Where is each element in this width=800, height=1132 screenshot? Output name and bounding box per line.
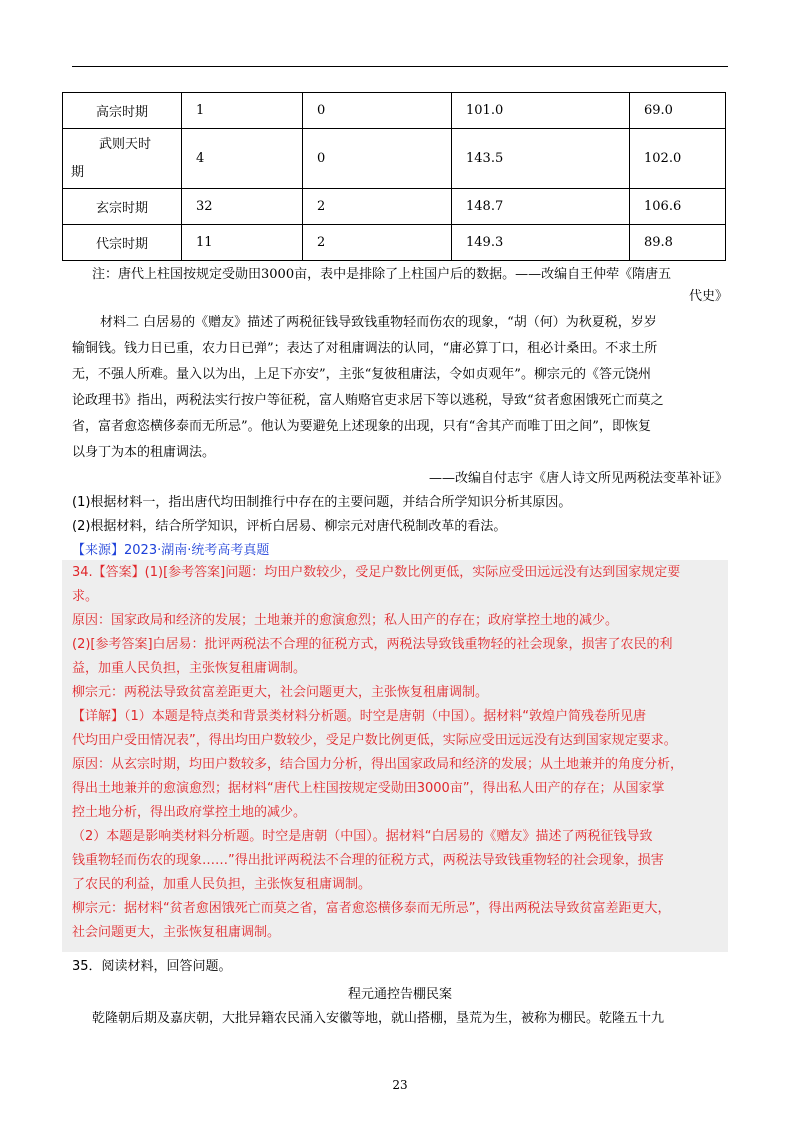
answer-line: (2)[参考答案]白居易：批评两税法不合理的征税方式，两税法导致钱重物轻的社会现象，损害了农民的利	[72, 637, 673, 652]
answer-line: 【详解】（1）本题是特点类和背景类材料分析题。时空是唐朝（中国）。据材料“敦煌户简残卷所见唐	[72, 709, 647, 724]
table-cell-line: 武则天时	[99, 136, 152, 152]
table-row	[63, 93, 726, 129]
page-number: 23	[392, 1078, 408, 1092]
table-row	[63, 129, 726, 189]
table-cell	[63, 129, 182, 189]
material-paragraph-line: 以身丁为本的租庸调法。	[72, 445, 216, 460]
table-cell: 69.0	[630, 93, 726, 129]
table-cell: 102.0	[630, 129, 726, 189]
table-cell: 149.3	[452, 225, 630, 261]
table-note: 注：唐代上柱国按规定受勋田3000亩，表中是排除了上柱国户后的数据。——改编自王仲荦《隋唐五	[92, 267, 672, 282]
material-paragraph-line: 无，不强人所难。量入以为出，上足下亦安”，主张“复彼租庸法，令如贞观年”。柳宗元的《答元饶州	[72, 367, 651, 382]
answer-line: 原因：国家政局和经济的发展；土地兼并的愈演愈烈；私人田产的存在；政府掌控土地的减少。	[72, 613, 619, 628]
table-cell: 106.6	[630, 189, 726, 225]
table-cell: 32	[182, 189, 303, 225]
material-source: ——改编自付志宇《唐人诗文所见两税法变革补证》	[428, 471, 728, 486]
table-row	[63, 225, 726, 261]
material-paragraph-line: 材料二 白居易的《赠友》描述了两税征钱导致钱重物轻而伤农的现象，“胡（何）为秋夏税，岁岁	[100, 315, 657, 330]
question-35: 35．阅读材料，回答问题。	[72, 959, 232, 974]
material-paragraph-line: 输铜钱。钱力日已重，农力日已弹”；表达了对租庸调法的认同，“庸必算丁口，租必计桑田。不求土所	[72, 341, 658, 356]
answer-line: 了农民的利益，加重人民负担，主张恢复租庸调制。	[72, 877, 372, 892]
answer-line: 求。	[72, 589, 99, 604]
answer-line: 柳宗元：据材料“贫者愈困饿死亡而莫之省，富者愈恣横侈泰而无所忌”，得出两税法导致贫富差距更大，	[72, 901, 671, 916]
data-table	[62, 92, 726, 261]
question-2: (2)根据材料，结合所学知识，评析白居易、柳宗元对唐代税制改革的看法。	[72, 519, 507, 534]
answer-line: 钱重物轻而伤农的现象……”得出批评两税法不合理的征税方式，两税法导致钱重物轻的社会现象，损害	[72, 853, 664, 868]
table-cell: 2	[303, 225, 452, 261]
material-paragraph-line: 省，富者愈恣横侈泰而无所忌”。他认为要避免上述现象的出现，只有“舍其产而唯丁田之间”，即恢复	[72, 419, 651, 434]
table-row	[63, 189, 726, 225]
table-cell: 玄宗时期	[63, 189, 182, 225]
answer-line: （2）本题是影响类材料分析题。时空是唐朝（中国）。据材料“白居易的《赠友》描述了两税征钱导致	[72, 829, 653, 844]
answer-line: 益，加重人民负担，主张恢复租庸调制。	[72, 661, 307, 676]
source-tag: 【来源】2023·湖南·统考高考真题	[72, 543, 270, 558]
answer-line: 柳宗元：两税法导致贫富差距更大，社会问题更大，主张恢复租庸调制。	[72, 685, 489, 700]
table-cell: 101.0	[452, 93, 630, 129]
answer-line: 34.【答案】(1)[参考答案]问题：均田户数较少，受足户数比例更低，实际应受田远远没有达到国家规定要	[72, 565, 681, 580]
answer-line: 原因：从玄宗时期，均田户数较多，结合国力分析，得出国家政局和经济的发展；从土地兼并的角度分析，	[72, 757, 684, 772]
table-cell-line: 期	[71, 164, 85, 180]
table-cell: 代宗时期	[63, 225, 182, 261]
table-cell: 143.5	[452, 129, 630, 189]
table-cell: 1	[182, 93, 303, 129]
answer-line: 代均田户受田情况表”，得出均田户数较少，受足户数比例更低，实际应受田远远没有达到国家规定要求。	[72, 733, 677, 748]
answer-line: 控土地分析，得出政府掌控土地的减少。	[72, 805, 307, 820]
table-cell: 2	[303, 189, 452, 225]
table-cell: 0	[303, 129, 452, 189]
table-cell: 89.8	[630, 225, 726, 261]
header-rule	[72, 66, 728, 67]
table-cell: 4	[182, 129, 303, 189]
material-paragraph-line: 乾隆朝后期及嘉庆朝，大批异籍农民涌入安徽等地，就山搭棚，垦荒为生，被称为棚民。乾隆五十九	[92, 1011, 665, 1026]
table-cell: 148.7	[452, 189, 630, 225]
answer-line: 社会问题更大，主张恢复租庸调制。	[72, 925, 281, 940]
material-paragraph-line: 论政理书》指出，两税法实行按户等征税，富人贿赂官吏求居下等以逃税，导致“贫者愈困饿死亡而莫之	[72, 393, 664, 408]
answer-line: 得出土地兼并的愈演愈烈；据材料“唐代上柱国按规定受勋田3000亩”，得出私人田产的存在；从国家掌	[72, 781, 665, 796]
table-cell: 11	[182, 225, 303, 261]
table-note-continued: 代史》	[688, 289, 728, 304]
material-title: 程元通控告棚民案	[347, 987, 452, 1002]
table-cell: 高宗时期	[63, 93, 182, 129]
question-1: (1)根据材料一，指出唐代均田制推行中存在的主要问题，并结合所学知识分析其原因。	[72, 495, 572, 510]
table-cell: 0	[303, 93, 452, 129]
